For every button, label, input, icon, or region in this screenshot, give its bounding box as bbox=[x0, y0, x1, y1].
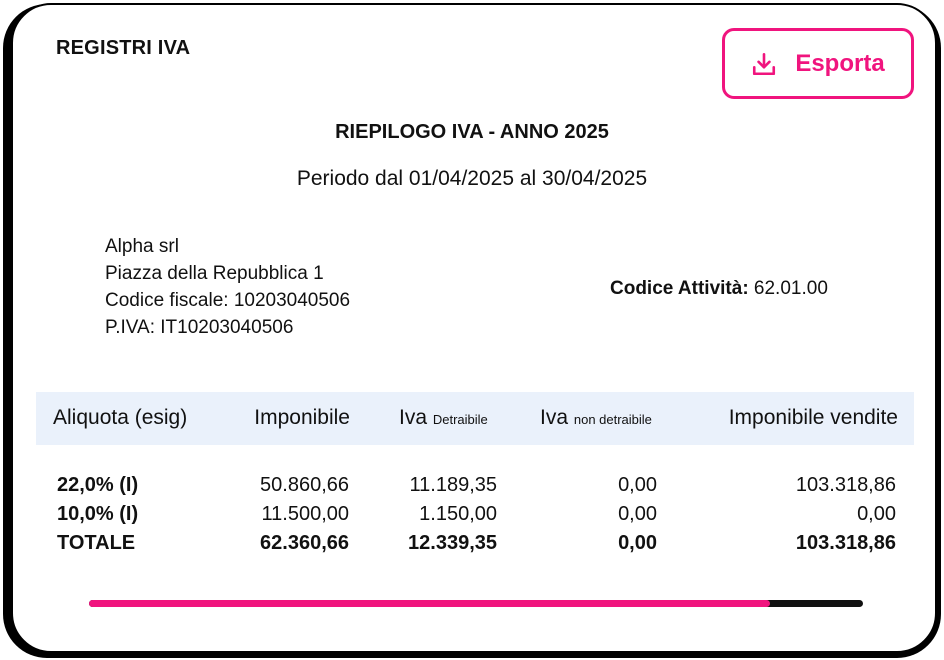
header-iva-detraibile: Iva Detraibile bbox=[399, 406, 488, 429]
table-row: 10,0% (I) bbox=[57, 503, 139, 525]
cell-iva-detraibile: 11.189,35 bbox=[409, 474, 497, 496]
scrollbar-thumb[interactable] bbox=[89, 600, 770, 607]
cell-iva-non-detraibile: 0,00 bbox=[618, 474, 657, 496]
header-aliquota: Aliquota (esig) bbox=[53, 406, 188, 429]
company-tax-code: Codice fiscale: 10203040506 bbox=[105, 290, 351, 311]
company-info bbox=[105, 233, 350, 341]
cell-imponibile-vendite: 103.318,86 bbox=[795, 474, 896, 496]
table-row: 22,0% (I) bbox=[57, 474, 139, 496]
company-address: Piazza della Repubblica 1 bbox=[105, 263, 324, 284]
company-vat: P.IVA: IT10203040506 bbox=[105, 317, 294, 338]
export-button[interactable] bbox=[722, 28, 914, 99]
cell-iva-non-detraibile: 0,00 bbox=[618, 503, 657, 525]
cell-iva-detraibile: 1.150,00 bbox=[419, 503, 497, 525]
company-name: Alpha srl bbox=[105, 236, 179, 257]
report-title: RIEPILOGO IVA - ANNO 2025 bbox=[335, 121, 609, 143]
cell-imponibile: 11.500,00 bbox=[261, 503, 349, 525]
total-row: TOTALE bbox=[57, 532, 136, 554]
header-imponibile: Imponibile bbox=[254, 406, 350, 429]
total-imponibile: 62.360,66 bbox=[260, 532, 349, 554]
export-button-label: Esporta bbox=[795, 49, 885, 77]
report-period: Periodo dal 01/04/2025 al 30/04/2025 bbox=[296, 167, 648, 190]
header-imponibile-vendite: Imponibile vendite bbox=[728, 406, 898, 429]
total-iva-non-detraibile: 0,00 bbox=[618, 532, 657, 554]
horizontal-scrollbar[interactable] bbox=[89, 600, 863, 607]
cell-imponibile: 50.860,66 bbox=[260, 474, 349, 496]
app-title: REGISTRI IVA bbox=[56, 37, 191, 59]
total-imponibile-vendite: 103.318,86 bbox=[795, 532, 896, 554]
total-iva-detraibile: 12.339,35 bbox=[408, 532, 497, 554]
header-iva-non-detraibile: Iva non detraibile bbox=[540, 406, 652, 429]
activity-code-label: Codice Attività: bbox=[610, 278, 749, 299]
activity-code-value: 62.01.00 bbox=[753, 278, 828, 299]
activity-code bbox=[610, 278, 828, 300]
cell-imponibile-vendite: 0,00 bbox=[857, 503, 896, 525]
download-icon bbox=[751, 51, 777, 77]
